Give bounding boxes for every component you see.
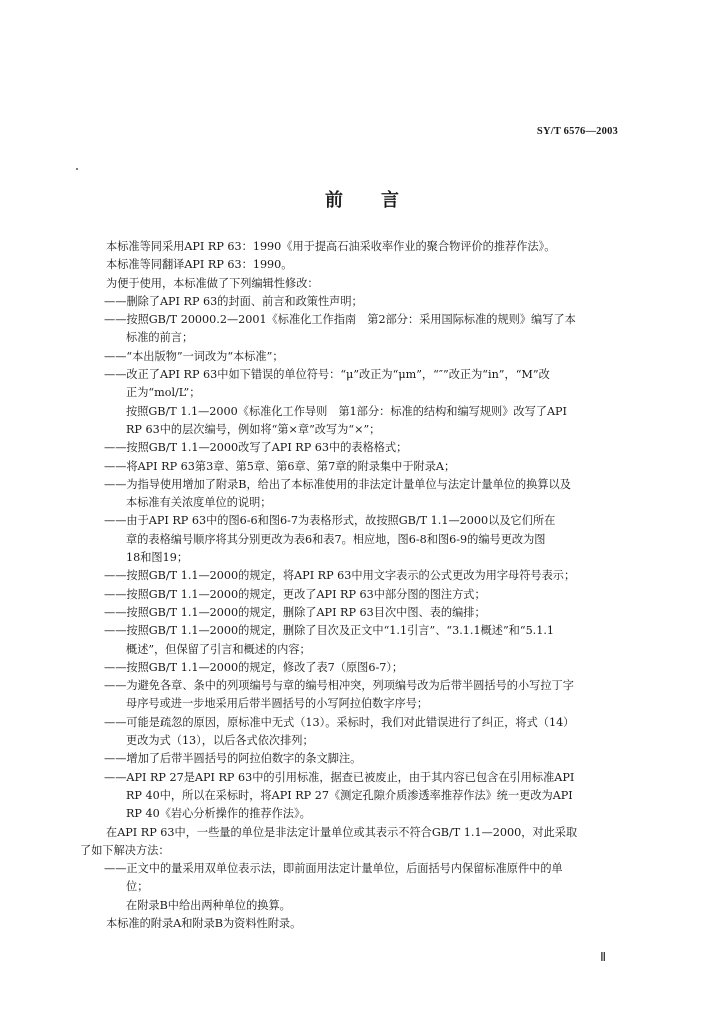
body-line: 按照GB/T 1.1—2000《标准化工作导则 第1部分：标准的结构和编写规则》改写了API <box>126 404 567 418</box>
body-line: ——按照GB/T 20000.2—2001《标准化工作指南 第2部分：采用国际标准的规则》编写了本 <box>104 313 576 327</box>
body-line: ——按照GB/T 1.1—2000的规定，修改了表7（原图6-7）； <box>104 660 404 674</box>
body-line: ——为指导使用增加了附录B，给出了本标准使用的非法定计量单位与法定计量单位的换算以及 <box>104 477 571 491</box>
body-line: 位； <box>126 880 149 894</box>
body-line: 本标准有关浓度单位的说明； <box>126 496 272 510</box>
page-number: Ⅱ <box>600 950 606 964</box>
body-line: ——按照GB/T 1.1—2000改写了API RP 63中的表格格式； <box>104 441 408 455</box>
scan-speck <box>76 168 78 170</box>
foreword-body <box>80 238 622 933</box>
body-line: ——按照GB/T 1.1—2000的规定，将API RP 63中用文字表示的公式更改为用字母符号表示； <box>104 569 576 583</box>
body-line: ——改正了API RP 63中如下错误的单位符号：“μ”改正为“μm”，“″”改正为“in”，“M”改 <box>104 368 550 382</box>
body-line: 本标准等同采用API RP 63：1990《用于提高石油采收率作业的聚合物评价的推荐作法》。 <box>106 240 556 253</box>
body-line: ——可能是疏忽的原因，原标准中无式（13）。采标时，我们对此错误进行了纠正，将式（14） <box>104 715 575 729</box>
body-line: 18和图19； <box>126 551 189 565</box>
body-line: 概述”，但保留了引言和概述的内容； <box>126 642 311 656</box>
body-line: 正为“mol/L”； <box>126 386 201 400</box>
body-line: ——删除了API RP 63的封面、前言和政策性声明； <box>104 294 363 308</box>
body-line: 在API RP 63中，一些量的单位是非法定计量单位或其表示不符合GB/T 1.1—2000，对此采取 <box>106 825 578 839</box>
body-line: 章的表格编号顺序将其分别更改为表6和表7。相应地，图6-8和图6-9的编号更改为图 <box>126 532 546 546</box>
body-line: 为便于使用，本标准做了下列编辑性修改： <box>106 276 319 290</box>
body-line: 本标准等同翻译API RP 63：1990。 <box>106 258 293 272</box>
body-line: 在附录B中给出两种单位的换算。 <box>126 898 291 912</box>
body-line: ——按照GB/T 1.1—2000的规定，更改了API RP 63中部分图的图注方式； <box>104 587 486 601</box>
page-title: 前言 <box>325 190 437 211</box>
body-line: 标准的前言； <box>126 331 194 345</box>
body-line: ——为避免各章、条中的列项编号与章的编号相冲突，列项编号改为后带半圆括号的小写拉丁字 <box>104 679 574 693</box>
body-line: ——将API RP 63第3章、第5章、第6章、第7章的附录集中于附录A； <box>104 459 456 473</box>
body-line: ——正文中的量采用双单位表示法，即前面用法定计量单位，后面括号内保留标准原件中的单 <box>104 862 563 876</box>
body-line: ——API RP 27是API RP 63中的引用标准，据查已被废止，由于其内容已包含在引用标准API <box>104 770 575 784</box>
body-line: 本标准的附录A和附录B为资料性附录。 <box>106 916 302 930</box>
body-line: ——“本出版物”一词改为“本标准”； <box>104 349 284 363</box>
body-line: 了如下解决方法： <box>80 843 170 857</box>
body-line: ——按照GB/T 1.1—2000的规定，删除了目次及正文中“1.1引言”、“3.1.1概述”和“5.1.1 <box>104 624 555 638</box>
body-line: ——增加了后带半圆括号的阿拉伯数字的条文脚注。 <box>104 752 362 766</box>
body-line: RP 40《岩心分析操作的推荐作法》。 <box>126 807 311 821</box>
body-line: ——按照GB/T 1.1—2000的规定，删除了API RP 63目次中图、表的编排； <box>104 605 486 619</box>
body-line: RP 40中，所以在采标时，将API RP 27《测定孔隙介质渗透率推荐作法》统一更改为API <box>126 788 573 802</box>
standard-number: SY/T 6576—2003 <box>536 126 618 137</box>
body-line: ——由于API RP 63中的图6-6和图6-7为表格形式，故按照GB/T 1.1—2000以及它们所在 <box>104 514 556 528</box>
body-line: 母序号或进一步地采用后带半圆括号的小写阿拉伯数字序号； <box>126 697 429 711</box>
body-line: RP 63中的层次编号，例如将“第×章”改写为“×”； <box>126 422 381 436</box>
body-line: 更改为式（13），以后各式依次排列； <box>126 734 314 748</box>
